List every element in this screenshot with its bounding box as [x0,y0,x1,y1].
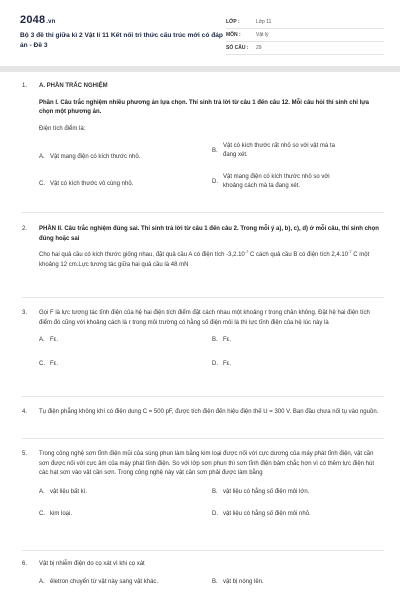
meta-value-subject: Vật lý [256,32,269,38]
option-letter: B. [212,578,218,585]
option-letter: A. [39,154,45,160]
meta-label-subject: MÔN : [226,32,241,38]
option-text: Fε. [223,361,232,367]
question-4 [22,408,384,432]
option-letter: A. [39,337,45,343]
option-letter: B. [212,148,218,154]
question-divider [22,297,384,298]
section-heading: PHẦN II. Câu trắc nghiệm đúng sai. Thí sinh trả lời từ câu 1 đến câu 2. Trong mỗi ý a), b), c), d) ở mỗi câu, thí sinh chọn đúng hoặc sai [39,226,379,242]
question-2 [22,225,384,285]
option-text: vật liệu bất kì. [50,488,88,495]
option-text: Fε. [50,337,59,343]
question-number: 2. [22,226,28,232]
question-number: 4. [22,409,28,415]
question-number: 1. [22,83,28,89]
option-text: Fε. [223,337,232,343]
question-5 [22,450,384,545]
option-text: vật liệu có hằng số điện môi lớn. [223,488,310,495]
meta-row-class [226,16,384,29]
page-header [0,0,400,66]
option-letter: C. [39,361,45,367]
option-text: êletron chuyển từ vật này sang vật khác. [50,578,159,585]
meta-label-count: SỐ CÂU : [226,45,249,51]
option-letter: C. [39,181,45,187]
option-text: Vật mang điện có kích thước nhỏ so với khoảng cách mà ta đang xét. [223,174,330,189]
option-letter: A. [39,578,45,585]
question-text: Gọi F là lực tương tác tĩnh điện của hệ hai điện tích điểm đặt cách nhau một khoảng r trong chân không. Đặt hệ hai điện tích điểm đó cũng với khoảng cách là r trong môi trường có hằng số điện môi là thì lực tĩnh điện của hệ lúc này là [39,310,370,326]
question-divider [22,396,384,397]
option-letter: B. [212,488,218,495]
meta-value-class: Lớp 11 [256,19,272,25]
meta-label-class: LỚP : [226,19,240,25]
section-instruction: Phần I. Câu trắc nghiệm nhiều phương án lựa chọn. Thí sinh trả lời từ câu 1 đến câu 12. Mỗi câu hỏi thí sinh chỉ lựa chọn một phương án. [39,99,369,115]
question-number: 3. [22,310,28,316]
site-logo[interactable]: 2048.vn [20,14,56,26]
option-letter: A. [39,488,45,495]
question-text: Trong công nghệ sơn tĩnh điện mũi của súng phun làm bằng kim loại được nối với cực dương của máy phát tĩnh điện, vật cần sơn được nối với cực âm của máy phát tĩnh điện. So với lớp sơn phun thì sơn tĩnh điện bám chắc hơn vì có thêm lực điện hút các hạt sơn vào vật cần sơn. Trong công nghệ này vật cần sơn phải được làm bằng [39,451,375,476]
section-heading: A. PHẦN TRẮC NGHIỆM [39,83,108,89]
option-letter: D. [212,361,218,367]
option-text: kim loại. [50,510,73,517]
question-3 [22,309,384,399]
option-text: vật bị nóng lên. [223,578,264,585]
option-text: vật liệu có hằng số điện môi nhỏ. [223,510,311,517]
question-text: Điện tích điểm là: [39,125,86,132]
exam-meta [226,16,384,55]
question-divider [22,550,384,551]
question-text: Vật bị nhiễm điện do cọ xát vì khi cọ xát [39,561,145,567]
header-divider [0,66,400,72]
question-text: Cho hai quả cầu có kích thước giống nhau, đặt quả cầu A có điện tích $-3,2.10^{-7}$ C cách quả cầu B có điện tích $2,4.10^{-7}$ C một khoảng 12 cm.Lực tương tác giữa hai quả cầu là 48 mN [39,249,370,268]
question-divider [22,438,384,439]
question-divider [22,212,384,213]
meta-row-count [226,42,384,55]
option-text: Vật có kích thước rất nhỏ so với vật mà ta đang xét. [223,143,335,158]
option-text: Vật mang điện có kích thước nhỏ. [50,154,141,160]
option-text: Vật có kích thước vô cùng nhỏ. [50,181,134,187]
option-letter: D. [212,510,218,517]
page-title: Bộ 3 đề thi giữa kì 2 Vật lí 11 Kết nối tri thức cấu trúc mới có đáp án - Đề 3 [20,32,223,49]
question-text: Tụ điện phẳng không khí có điện dung C = 500 pF, được tích điện đến hiệu điện thế U = 300 V. Ban đầu chưa nối tụ vào nguồn. [39,409,379,415]
option-text: Fε. [50,361,59,367]
meta-value-count: 29 [256,45,262,51]
question-number: 5. [22,451,28,457]
option-letter: D. [212,179,218,185]
question-6 [22,560,384,596]
option-letter: C. [39,510,45,517]
question-1 [22,82,384,204]
option-letter: B. [212,337,218,343]
meta-row-subject [226,29,384,42]
question-number: 6. [22,561,28,567]
